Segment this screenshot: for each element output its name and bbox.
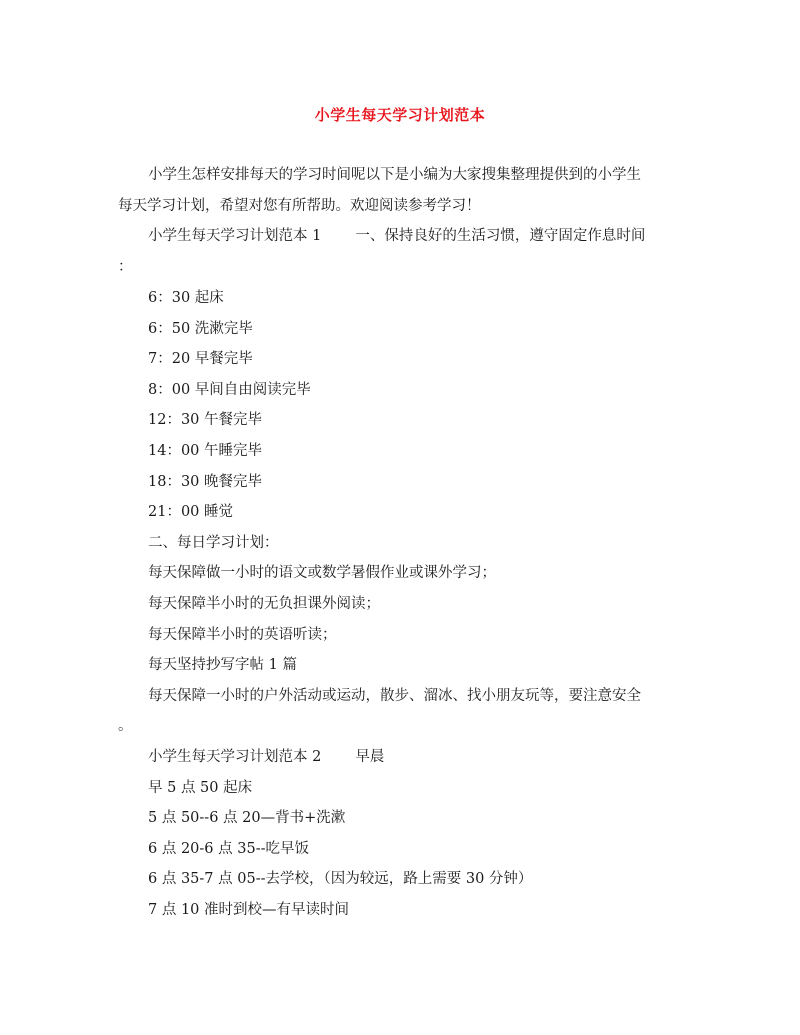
schedule-item: 6：50 洗漱完毕: [148, 320, 253, 337]
plan2-item: 5 点 50--6 点 20—背书+洗漱: [148, 810, 346, 827]
plan2-item: 7 点 10 准时到校—有早读时间: [148, 901, 350, 918]
daily-item: 每天坚持抄写字帖 1 篇: [148, 657, 297, 674]
schedule-item: 12：30 午餐完毕: [148, 412, 263, 429]
plan1-heading-line: [118, 221, 688, 252]
daily-tail: 。: [118, 718, 133, 734]
intro-paragraph: [118, 160, 688, 282]
daily-item: 每天保障半小时的无负担课外阅读；: [148, 595, 380, 612]
plan2-subheading: 早晨: [355, 749, 385, 765]
plan2-heading: 小学生每天学习计划范本 2: [148, 749, 322, 765]
daily-item: 每天保障半小时的英语听读；: [148, 626, 337, 643]
plan1-subheading-tail: ：: [118, 258, 133, 275]
plan2-heading-line: [148, 742, 708, 773]
plan2-item: 6 点 35-7 点 05--去学校，（因为较远，路上需要 30 分钟）: [148, 871, 533, 888]
schedule-item: 14：00 午睡完毕: [148, 442, 263, 459]
daily-tail-block: [118, 711, 688, 742]
intro-line-1: 小学生怎样安排每天的学习时间呢以下是小编为大家搜集整理提供到的小学生: [148, 167, 641, 183]
plan2-section: [148, 742, 708, 926]
schedule-item: 21：00 睡觉: [148, 504, 234, 521]
plan2-item: 早 5 点 50 起床: [148, 779, 253, 796]
schedule-item: 18：30 晚餐完毕: [148, 473, 263, 490]
plan1-schedule: [148, 283, 708, 711]
daily-item: 每天保障一小时的户外活动或运动，散步、溜冰、找小朋友玩等，要注意安全: [148, 687, 641, 704]
daily-item: 每天保障做一小时的语文或数学暑假作业或课外学习；: [148, 565, 496, 582]
plan1-subheading: 一、保持良好的生活习惯，遵守固定作息时间: [355, 228, 646, 244]
schedule-item: 7：20 早餐完毕: [148, 351, 253, 368]
intro-line-2: 每天学习计划，希望对您有所帮助。欢迎阅读参考学习！: [118, 197, 481, 214]
plan1-heading: 小学生每天学习计划范本 1: [148, 228, 322, 244]
schedule-item: 6：30 起床: [148, 290, 224, 306]
section-heading-daily: 二、每日学习计划：: [148, 534, 279, 551]
schedule-item: 8：00 早间自由阅读完毕: [148, 381, 311, 398]
document-title: 小学生每天学习计划范本: [314, 106, 486, 124]
plan2-item: 6 点 20-6 点 35--吃早饭: [148, 840, 309, 857]
